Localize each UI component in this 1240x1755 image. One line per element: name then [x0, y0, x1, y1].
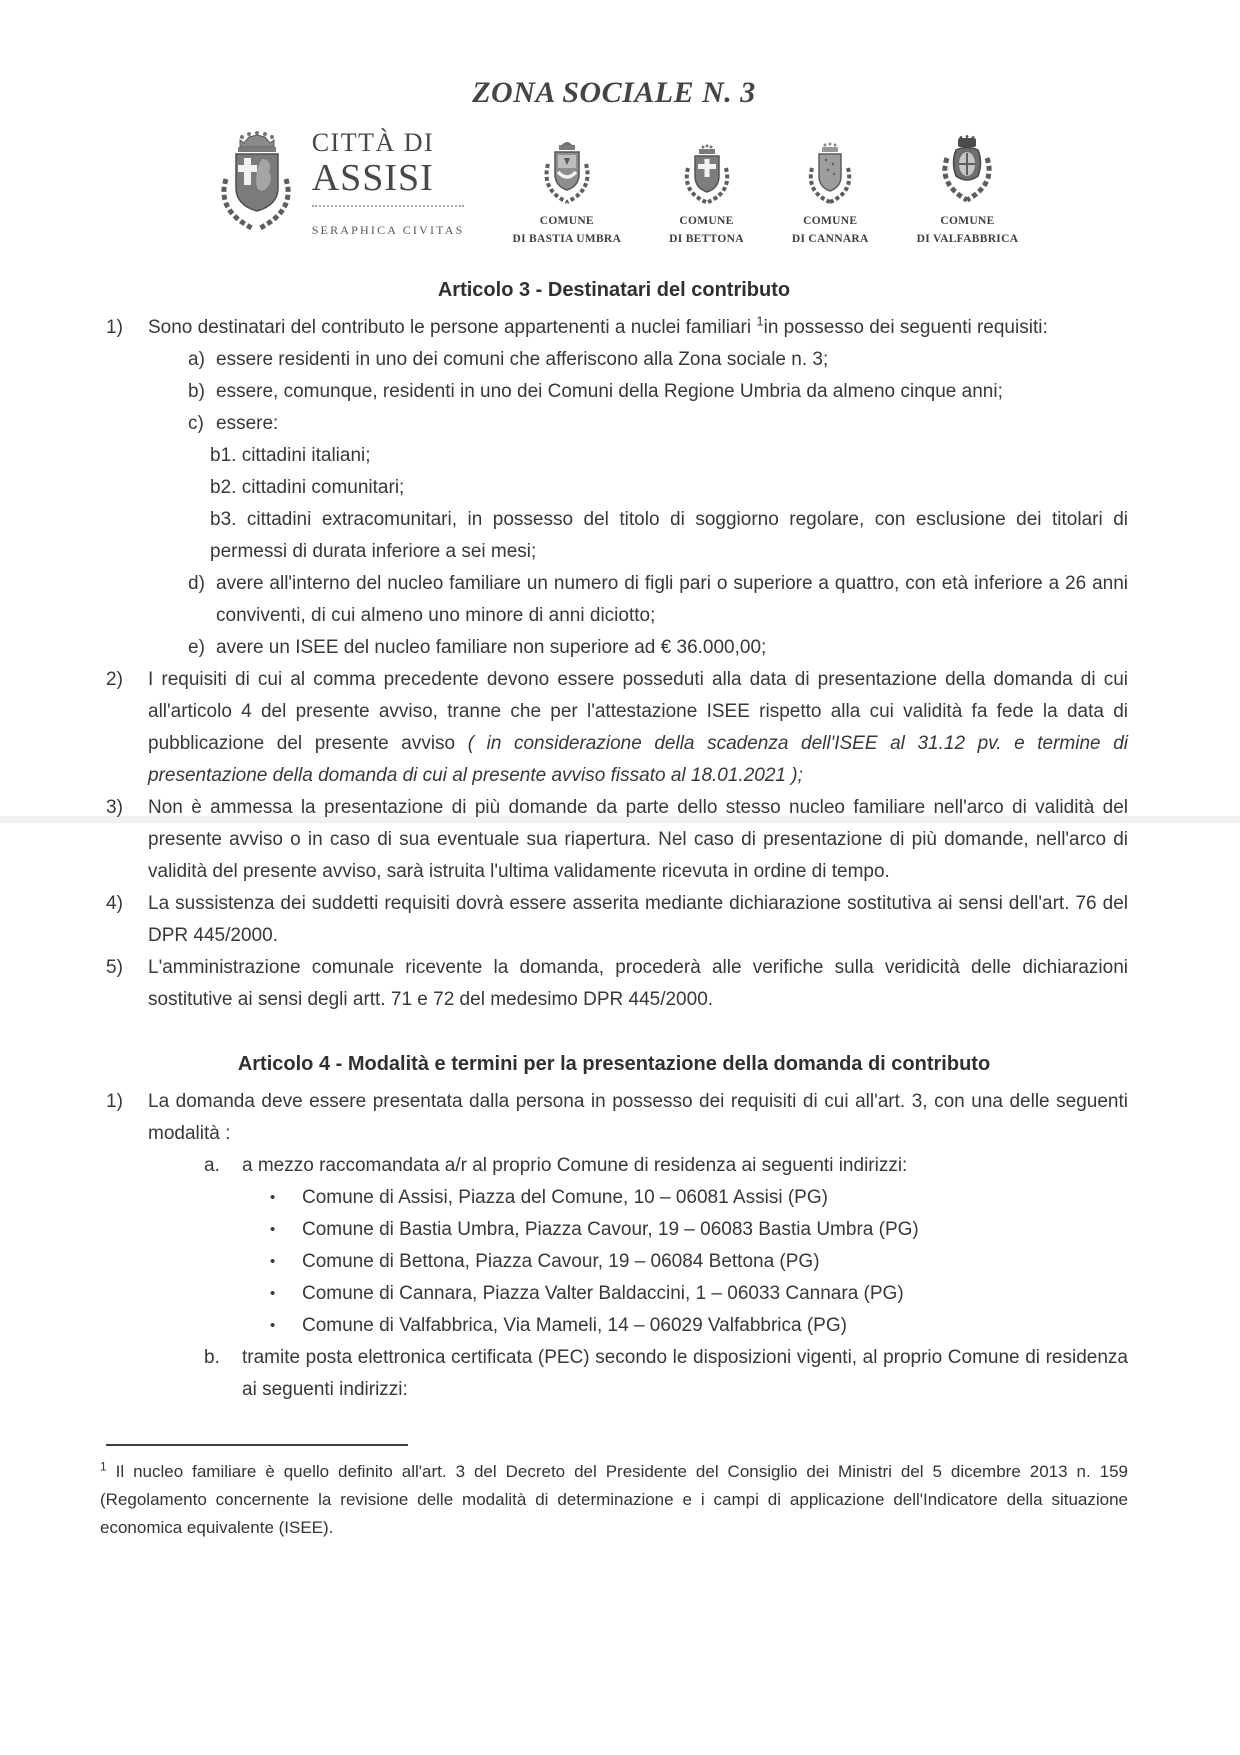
bullet-icon: •: [270, 1189, 276, 1206]
address-text: Comune di Bastia Umbra, Piazza Cavour, 19 – 06083 Bastia Umbra (PG): [302, 1219, 919, 1240]
sub-marker: e): [188, 637, 205, 658]
article3-sub-d: [188, 568, 1128, 632]
bettona-caption-line1: COMUNE: [679, 215, 734, 227]
bullet-icon: •: [270, 1285, 276, 1302]
valfabbrica-caption-line2: DI VALFABBRICA: [916, 233, 1019, 245]
address-bastia-umbra: [270, 1214, 1128, 1246]
article4-heading: Articolo 4 - Modalità e termini per la presentazione della domanda di contributo: [237, 1053, 991, 1075]
bastia-umbra-crest-icon: [538, 136, 596, 210]
item-text: [148, 312, 1128, 344]
bastia-umbra-caption-line2: DI BASTIA UMBRA: [512, 233, 622, 245]
sub-marker: a.: [204, 1155, 220, 1176]
footnote: [100, 1458, 1128, 1542]
item-text-italic: ( in considerazione della scadenza dell'ISEE al 31.12 pv. e termine di presentazione della domanda di cui al presente avviso fissato al 18.01.2021 );: [148, 733, 1128, 786]
assisi-logo-line2: ASSISI: [312, 158, 465, 207]
address-cannara: [270, 1278, 1128, 1310]
cannara-caption-line1: COMUNE: [803, 215, 858, 227]
item-text: La domanda deve essere presentata dalla persona in possesso dei requisiti di cui all'art. 3, con una delle seguenti modalità :: [148, 1091, 1128, 1144]
bastia-umbra-logo: [512, 136, 621, 246]
footnote-text: Il nucleo familiare è quello definito all'art. 3 del Decreto del Presidente del Consiglio dei Ministri del 5 dicembre 2013 n. 159 (Regolamento concernente la revisione delle modalità di determinazione e i campi di applicazione dell'Indicatore della situazione economica equivalente (ISEE).: [100, 1462, 1128, 1537]
sub-text: avere un ISEE del nucleo familiare non superiore ad € 36.000,00;: [216, 637, 767, 658]
sub-text: essere residenti in uno dei comuni che afferiscono alla Zona sociale n. 3;: [216, 349, 829, 370]
address-text: Comune di Bettona, Piazza Cavour, 19 – 06084 Bettona (PG): [302, 1251, 820, 1272]
bullet-icon: •: [270, 1221, 276, 1238]
item-text: L'amministrazione comunale ricevente la domanda, procederà alle verifiche sulla veridicità delle dichiarazioni sostitutive ai sensi degli artt. 71 e 72 del medesimo DPR 445/2000.: [148, 957, 1128, 1010]
address-assisi: [270, 1182, 1128, 1214]
cannara-logo: [792, 140, 869, 246]
item-number: 1): [106, 317, 123, 338]
article3-sub-c-b1: b1. cittadini italiani;: [210, 445, 371, 466]
article3-sub-c-b3: b3. cittadini extracomunitari, in possesso del titolo di soggiorno regolare, con esclusione dei titolari di permessi di durata inferiore a sei mesi;: [210, 509, 1128, 562]
article4-sub-a: [204, 1150, 1128, 1182]
item-text: Non è ammessa la presentazione di più domande da parte dello stesso nucleo familiare nell'arco di validità del presente avviso o in caso di sua eventuale sua riapertura. Nel caso di presentazione di più domande, nell'arco di validità del presente avviso, sarà istruita l'ultima validamente ricevuta in ordine di tempo.: [148, 797, 1128, 882]
article4-item-1: [100, 1086, 1128, 1150]
footnote-reference: 1: [756, 313, 764, 329]
logo-row: [100, 128, 1128, 246]
sub-text: tramite posta elettronica certificata (PEC) secondo le disposizioni vigenti, al proprio Comune di residenza ai seguenti indirizzi:: [242, 1347, 1128, 1400]
address-bettona: [270, 1246, 1128, 1278]
item-text: [148, 664, 1128, 792]
footnote-separator: [106, 1444, 408, 1446]
cannara-caption-line2: DI CANNARA: [791, 233, 869, 245]
valfabbrica-caption-line1: COMUNE: [940, 215, 995, 227]
item-number: 5): [106, 957, 123, 978]
article3-item-3: [100, 792, 1128, 888]
address-valfabbrica: [270, 1310, 1128, 1342]
assisi-motto: SERAPHICA CIVITAS: [311, 223, 465, 237]
address-text: Comune di Assisi, Piazza del Comune, 10 – 06081 Assisi (PG): [302, 1187, 828, 1208]
article3-sub-e: [188, 632, 1128, 664]
sub-text: essere:: [216, 413, 279, 434]
assisi-crest-icon: [210, 129, 302, 245]
sub-text: avere all'interno del nucleo familiare un numero di figli pari o superiore a quattro, con età inferiore a 26 anni conviventi, di cui almeno uno minore di anni diciotto;: [216, 573, 1128, 626]
item-number: 4): [106, 893, 123, 914]
sub-text: a mezzo raccomandata a/r al proprio Comune di residenza ai seguenti indirizzi:: [242, 1155, 908, 1176]
item-number: 1): [106, 1091, 123, 1112]
article3-heading: Articolo 3 - Destinatari del contributo: [437, 279, 791, 301]
article3-sub-b: [188, 376, 1128, 408]
sub-marker: b): [188, 381, 205, 402]
cannara-crest-icon: [802, 140, 858, 210]
sub-text: essere, comunque, residenti in uno dei Comuni della Regione Umbria da almeno cinque anni;: [216, 381, 1003, 402]
valfabbrica-logo: [917, 134, 1019, 246]
item-number: 3): [106, 797, 123, 818]
sub-marker: c): [188, 413, 204, 434]
sub-marker: b.: [204, 1347, 220, 1368]
sub-marker: a): [188, 349, 205, 370]
sub-marker: d): [188, 573, 205, 594]
item-text-pre: Sono destinatari del contributo le persone appartenenti a nuclei familiari: [148, 317, 757, 338]
article3-item-2: [100, 664, 1128, 792]
assisi-logo-text: [312, 128, 465, 246]
item-text-post: in possesso dei seguenti requisiti:: [763, 317, 1048, 338]
assisi-logo-line1: CITTÀ DI: [311, 128, 435, 157]
bastia-umbra-caption-line1: COMUNE: [539, 215, 594, 227]
item-number: 2): [106, 669, 123, 690]
bettona-crest-icon: [679, 142, 735, 210]
address-text: Comune di Valfabbrica, Via Mameli, 14 – 06029 Valfabbrica (PG): [302, 1315, 847, 1336]
bullet-icon: •: [270, 1253, 276, 1270]
bullet-icon: •: [270, 1317, 276, 1334]
article3-sub-c: [188, 408, 1128, 440]
article3-item-1: [100, 312, 1128, 344]
item-text: La sussistenza dei suddetti requisiti dovrà essere asserita mediante dichiarazione sostitutiva ai sensi dell'art. 76 del DPR 445/2000.: [148, 893, 1128, 946]
assisi-logo: [210, 128, 465, 246]
address-text: Comune di Cannara, Piazza Valter Baldaccini, 1 – 06033 Cannara (PG): [302, 1283, 904, 1304]
bettona-logo: [669, 142, 744, 246]
article3-sub-a: [188, 344, 1128, 376]
bettona-caption-line2: DI BETTONA: [669, 233, 744, 245]
page-title: ZONA SOCIALE N. 3: [472, 76, 756, 109]
valfabbrica-crest-icon: [934, 134, 1000, 210]
item-text-normal: I requisiti di cui al comma precedente devono essere posseduti alla data di presentazione della domanda di cui all'articolo 4 del presente avviso, tranne che per l'attestazione ISEE rispetto alla cui validità fa fede la data di pubblicazione del presente avviso: [148, 669, 1128, 754]
article4-sub-b: [204, 1342, 1128, 1406]
document-content: [100, 0, 1128, 1542]
footnote-number: 1: [100, 1459, 107, 1474]
article3-item-4: [100, 888, 1128, 952]
article3-sub-c-b2: b2. cittadini comunitari;: [210, 477, 405, 498]
article3-item-5: [100, 952, 1128, 1016]
